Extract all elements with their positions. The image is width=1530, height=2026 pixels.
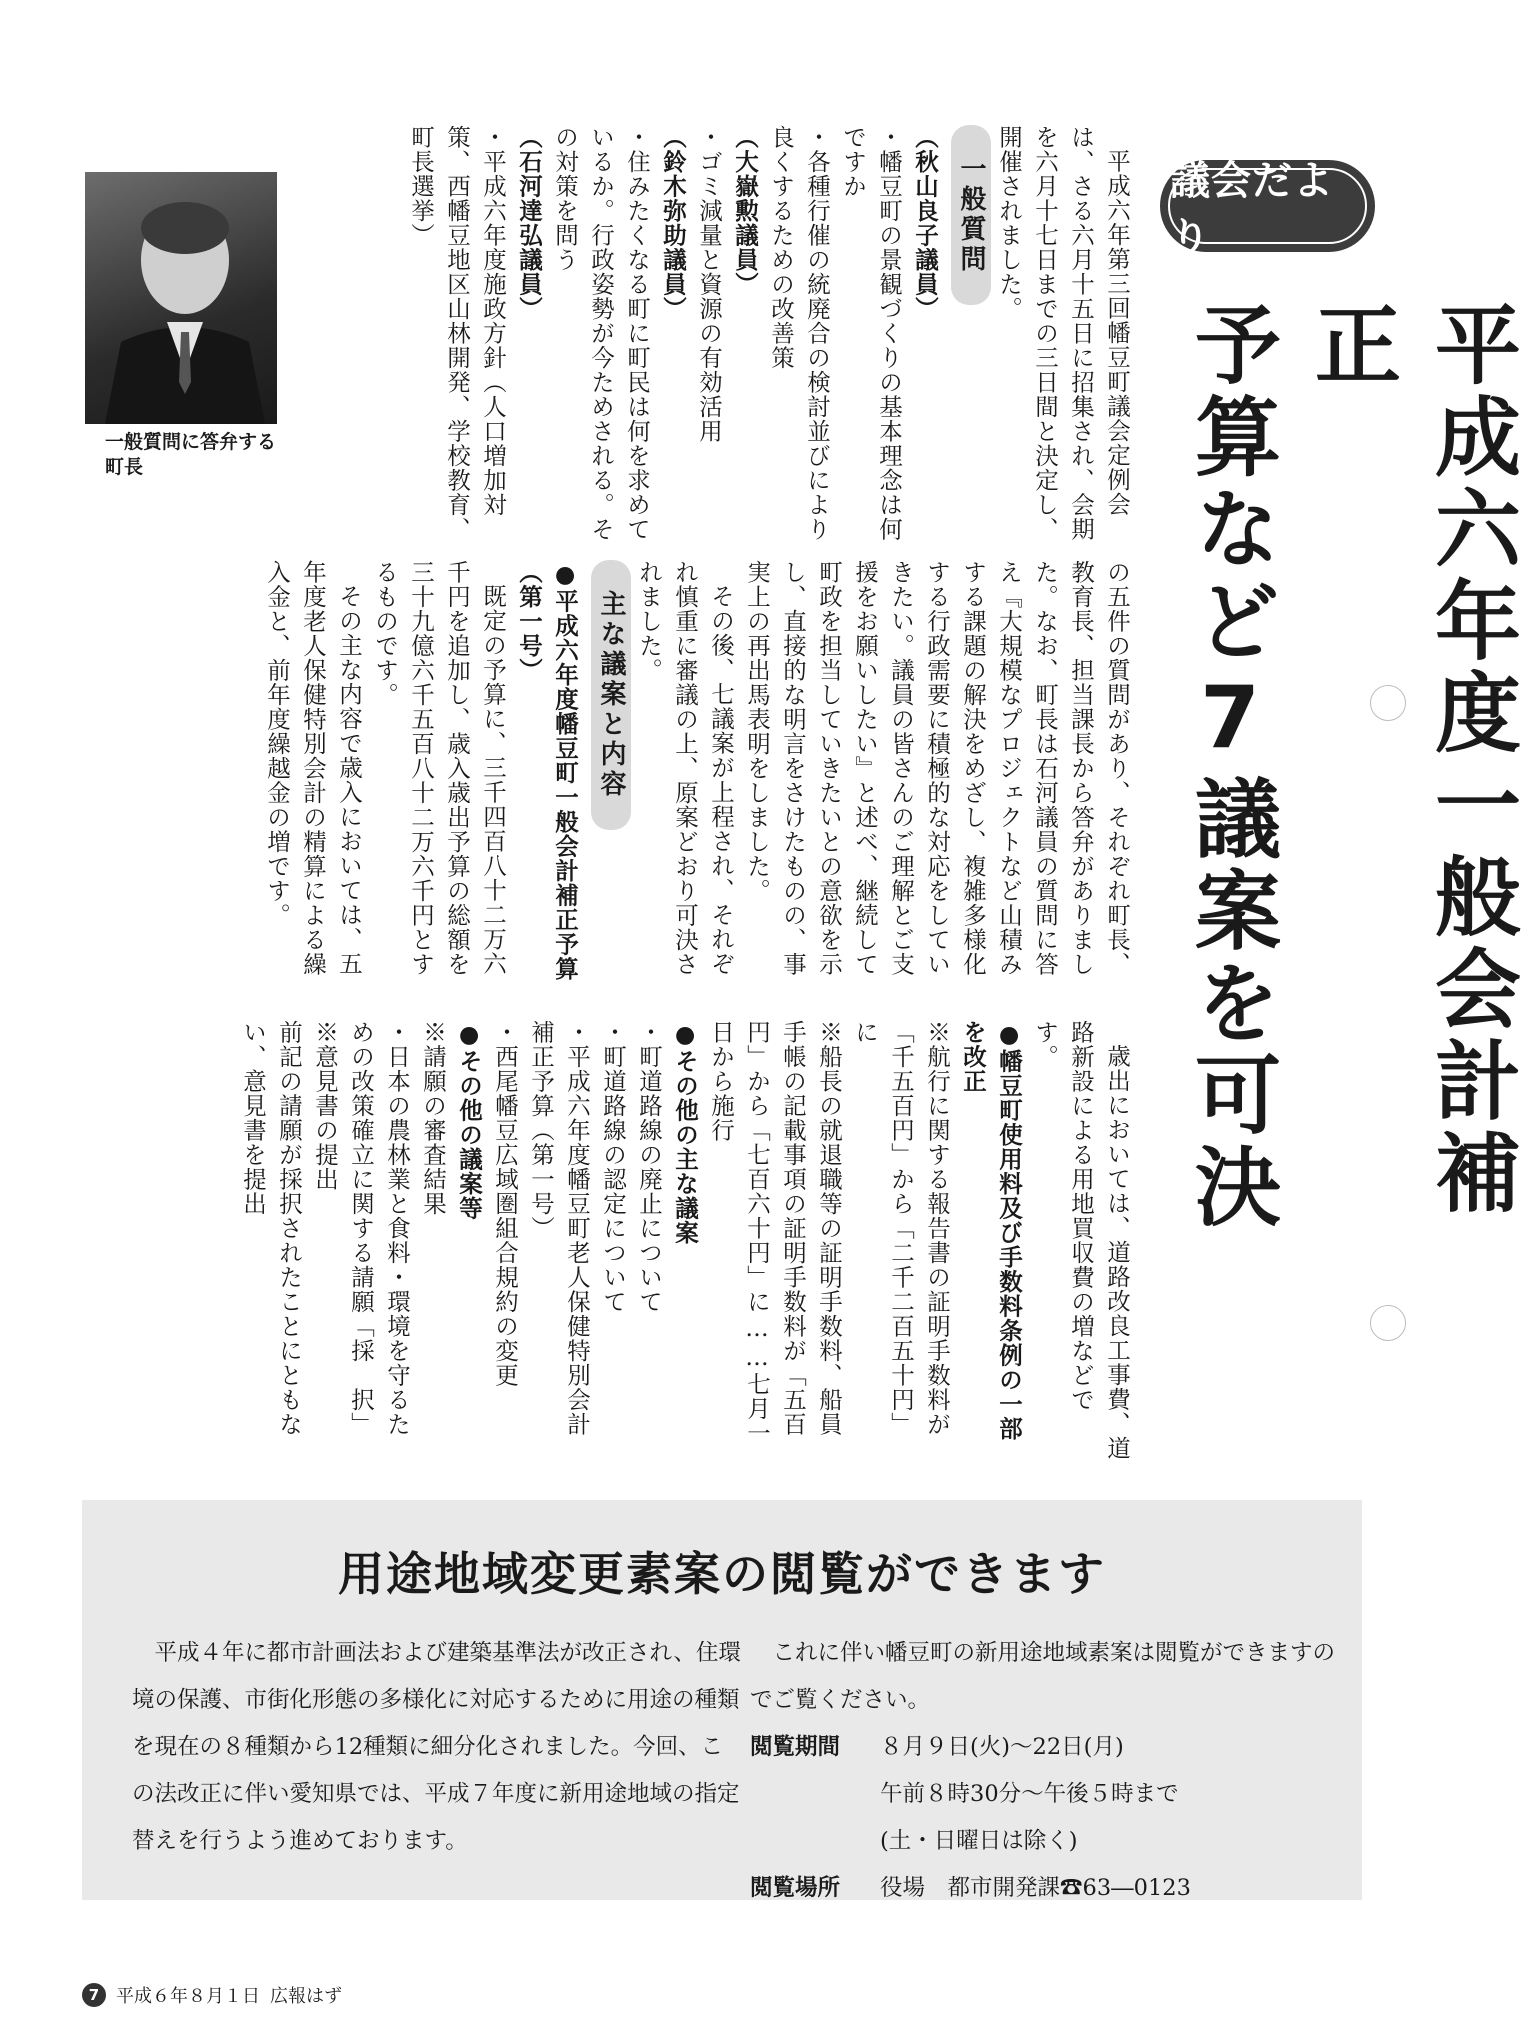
revenue-paragraph: その主な内容で歳入においては、五年度老人保健特別会計の精算による繰入金と、前年度繰越金の増です。 bbox=[263, 560, 363, 977]
section-badge-label: 議会だより bbox=[1168, 168, 1367, 244]
member-akiyama: （秋山良子議員） bbox=[911, 125, 939, 321]
other-bill-4: ・西尾幡豆広域圏組合規約の変更 bbox=[491, 1020, 519, 1388]
issue-date: 平成６年８月１日 bbox=[116, 1986, 260, 2007]
viewing-period-hours: 午前８時30分～午後５時まで bbox=[880, 1781, 1179, 1807]
fee-change-2: ※船長の就退職等の証明手数料、船員手帳の記載事項の証明手数料が「五百円」から「七百六十円」に……七月一日から施行 bbox=[707, 1020, 843, 1446]
notice-right-column bbox=[750, 1630, 1340, 1912]
photo-caption: 一般質問に答弁する町長 bbox=[105, 431, 277, 478]
headline-line-1: 平成六年度一般会計補正 bbox=[1300, 300, 1520, 1220]
viewing-period-dates: ８月９日(火)～22日(月) bbox=[880, 1734, 1124, 1760]
question-akiyama-2: ・各種行催の統廃合の検討並びにより良くするための改善策 bbox=[767, 125, 831, 542]
publication-name: 広報はず bbox=[270, 1986, 342, 2007]
other-bill-3: ・平成六年度幡豆町老人保健特別会計補正予算（第一号） bbox=[527, 1020, 591, 1437]
question-otake: ・ゴミ減量と資源の有効活用 bbox=[695, 125, 723, 444]
main-bills-heading: 主な議案と内容 bbox=[591, 560, 631, 830]
binder-hole-lower bbox=[1370, 1305, 1406, 1341]
viewing-place-row bbox=[750, 1865, 1340, 1912]
other-items-heading: ●その他の議案等 bbox=[455, 1020, 483, 1221]
notice-right-text: これに伴い幡豆町の新用途地域素案は閲覧ができますのでご覧ください。 bbox=[750, 1640, 1336, 1713]
mayor-photo bbox=[85, 172, 277, 424]
member-ishiko: （石河達弘議員） bbox=[515, 125, 543, 321]
budget-paragraph: 既定の予算に、三千四百八十二万六千円を追加し、歳入歳出予算の総額を三十九億六千五百八十二万六千円とするものです。 bbox=[371, 560, 507, 977]
section-badge bbox=[1160, 158, 1375, 261]
notice-title: 用途地域変更素案の閲覧ができます bbox=[338, 1547, 1106, 1601]
member-suzuki: （鈴木弥助議員） bbox=[659, 125, 687, 321]
question-akiyama-1: ・幡豆町の景観づくりの基本理念は何ですか bbox=[839, 125, 903, 542]
headline-line-2: 予算など7議案を可決 bbox=[1180, 300, 1280, 1234]
binder-hole-upper bbox=[1370, 685, 1406, 721]
notice-left-column bbox=[132, 1630, 742, 1865]
viewing-place-value: 役場 都市開発課☎63―0123 bbox=[880, 1875, 1191, 1901]
viewing-period-row bbox=[750, 1724, 1340, 1771]
petition-result: ・日本の農林業と食料・環境を守るための改策確立に関する請願「採 択」 bbox=[347, 1020, 411, 1437]
question-ishiko: ・平成六年度施政方針（人口増加対策、西幡豆地区山林開発、学校教育、町長選挙） bbox=[407, 125, 507, 542]
article-middle bbox=[95, 560, 1135, 985]
intro-paragraph: 平成六年第三回幡豆町議会定例会は、さる六月十五日に招集され、会期を六月十七日までの三日間と決定し、開催されました。 bbox=[995, 125, 1131, 542]
other-bill-2: ・町道路線の認定について bbox=[599, 1020, 627, 1314]
viewing-place-label: 閲覧場所 bbox=[750, 1875, 841, 1901]
viewing-period-label: 閲覧期間 bbox=[750, 1734, 841, 1760]
general-question-heading: 一般質問 bbox=[951, 125, 991, 305]
notice-left-text: 平成４年に都市計画法および建築基準法が改正され、住環境の保護、市街化形態の多様化に対応するために用途の種類を現在の８種類から12種類に細分化されました。今回、この法改正に伴い愛知県では、平成７年度に新用途地域の指定替えを行うよう進めております。 bbox=[132, 1640, 741, 1854]
other-bill-1: ・町道路線の廃止について bbox=[635, 1020, 663, 1314]
other-bills-heading: ●その他の主な議案 bbox=[671, 1020, 699, 1245]
member-otake: （大嶽勲議員） bbox=[731, 125, 759, 297]
bill-supplementary-budget: ●平成六年度幡豆町一般会計補正予算（第一号） bbox=[515, 560, 579, 981]
fee-change-1: ※航行に関する報告書の証明手数料が「千五百円」から「二千二百五十円」に bbox=[851, 1020, 951, 1437]
headline bbox=[1170, 300, 1530, 1280]
opinion-text: 前記の請願が採択されたことにともない、意見書を提出 bbox=[239, 1020, 303, 1437]
page-footer bbox=[82, 1982, 342, 2008]
question-suzuki: ・住みたくなる町に町民は何を求めているか。行政姿勢が今ためされる。その対策を問う bbox=[551, 125, 651, 542]
bill-fee-ordinance: ●幡豆町使用料及び手数料条例の一部を改正 bbox=[959, 1020, 1023, 1441]
vote-paragraph: その後、七議案が上程され、それぞれ慎重に審議の上、原案どおり可決されました。 bbox=[635, 560, 735, 977]
petition-result-label: ※請願の審査結果 bbox=[419, 1020, 447, 1216]
expenditure-paragraph: 歳出においては、道路改良工事費、道路新設による用地買収費の増などです。 bbox=[1031, 1020, 1131, 1460]
article-bottom bbox=[95, 1020, 1135, 1460]
article-top bbox=[290, 125, 1135, 550]
page-number: 7 bbox=[82, 1983, 106, 2007]
notice-box bbox=[82, 1500, 1362, 1900]
answer-paragraph: の五件の質問があり、それぞれ町長、教育長、担当課長から答弁がありました。なお、町長は石河議員の質問に答え『大規模なプロジェクトなど山積みする課題の解決をめざし、複雑多様化する行政需要に積極的な対応をしていきたい。議員の皆さんのご理解とご支援をお願いしたい』と述べ、継続して町政を担当していきたいとの意欲を示し、直接的な明言をさけたものの、事実上の再出馬表明をしました。 bbox=[743, 560, 1131, 977]
mayor-portrait-icon bbox=[85, 172, 277, 424]
opinion-label: ※意見書の提出 bbox=[311, 1020, 339, 1192]
viewing-period-exclusion: (土・日曜日は除く) bbox=[880, 1828, 1078, 1854]
